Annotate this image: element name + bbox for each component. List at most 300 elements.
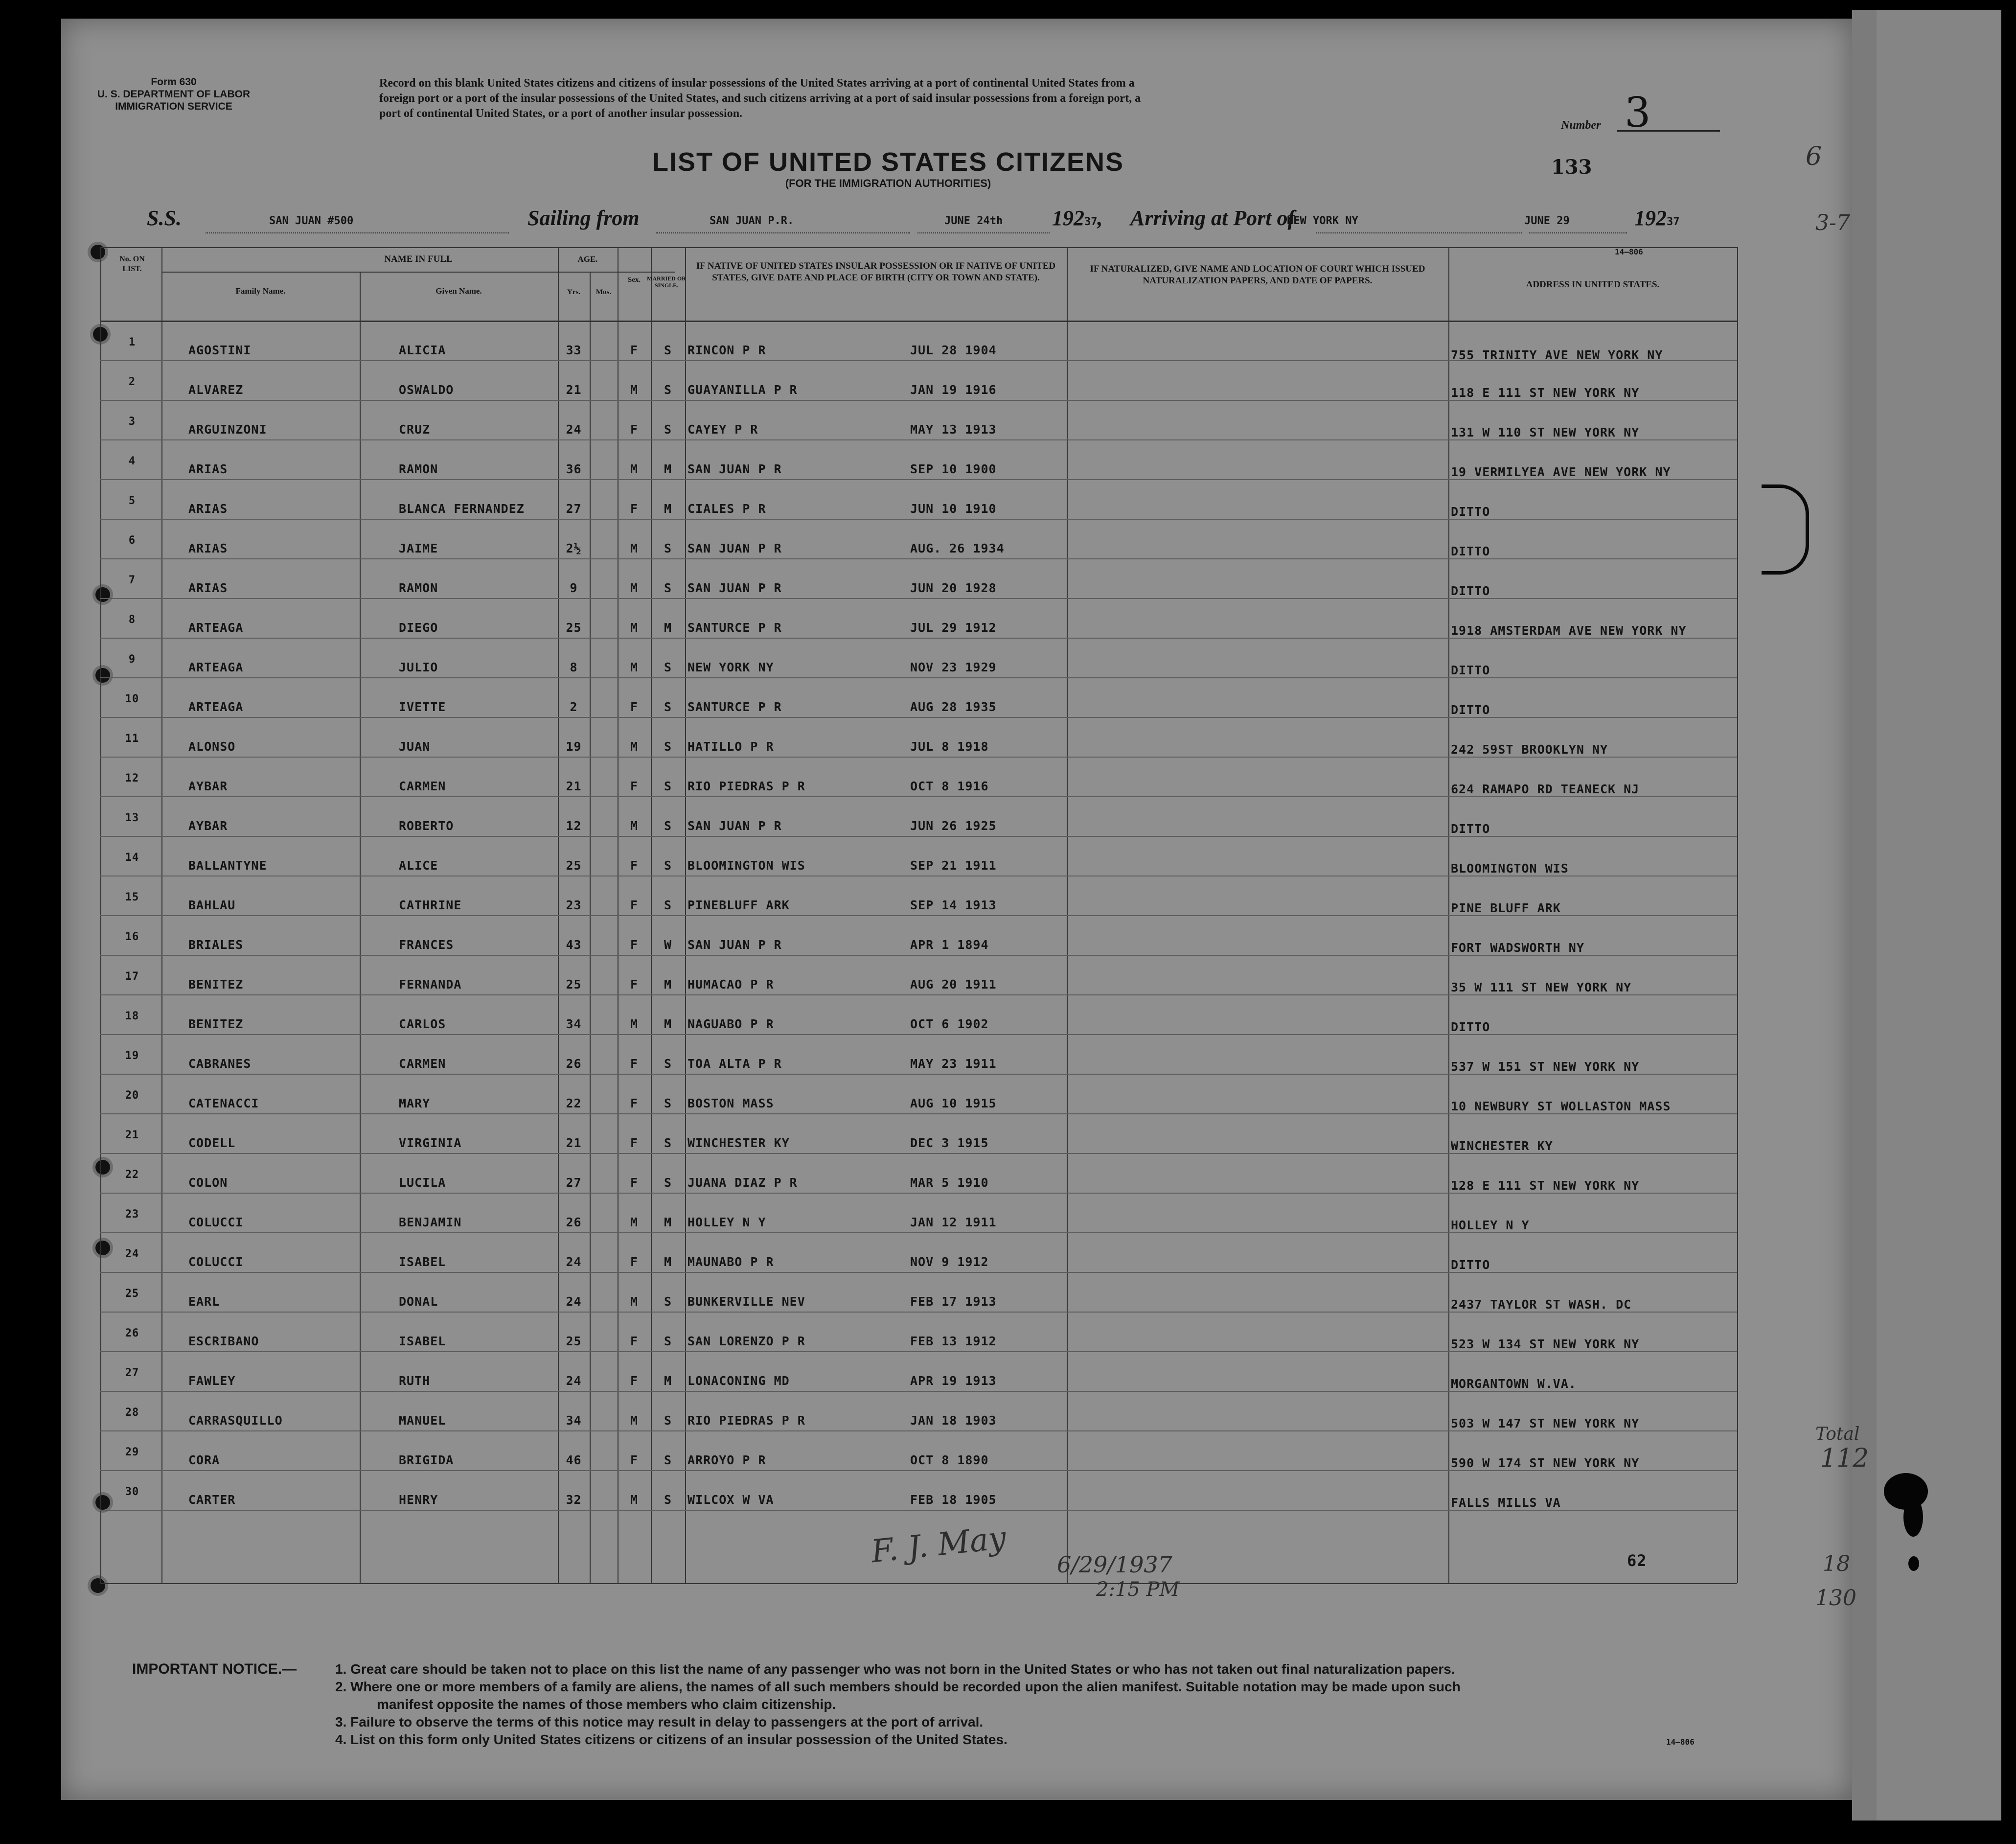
cell-no: 4 — [128, 455, 136, 467]
cell-date: JUN 20 1928 — [910, 581, 997, 595]
port-field — [1287, 213, 1522, 233]
cell-family: ARTEAGA — [188, 660, 244, 674]
cell-age: 27 — [566, 1176, 582, 1190]
row-rule — [100, 836, 1737, 837]
cell-date: SEP 21 1911 — [910, 858, 997, 873]
cell-place: SANTURCE P R — [687, 621, 782, 635]
cell-no: 26 — [125, 1327, 139, 1339]
cell-no: 1 — [128, 336, 136, 348]
cell-place: RINCON P R — [687, 343, 766, 357]
cell-family: BENITEZ — [188, 977, 244, 991]
cell-no: 25 — [125, 1288, 139, 1300]
cell-given: ISABEL — [399, 1334, 446, 1348]
row-rule — [100, 717, 1737, 718]
signature: F. J. May — [869, 1520, 1008, 1570]
cell-ms: S — [664, 1176, 672, 1190]
cell-address: 523 W 134 ST NEW YORK NY — [1451, 1337, 1640, 1351]
col-divider — [360, 272, 361, 1583]
row-rule — [100, 1430, 1737, 1431]
signature-time: 2:15 PM — [1096, 1578, 1180, 1601]
cell-sex: M — [630, 1215, 639, 1229]
cell-given: HENRY — [399, 1493, 438, 1507]
cell-ms: S — [664, 581, 672, 595]
cell-no: 28 — [125, 1406, 139, 1419]
cell-age: 26 — [566, 1215, 582, 1229]
cell-given: RAMON — [399, 581, 438, 595]
ship-name: SAN JUAN #500 — [269, 215, 354, 227]
cell-no: 6 — [128, 534, 136, 547]
margin-note-3: 3-7 — [1815, 210, 1850, 235]
col-header-family: Family Name. — [235, 286, 286, 296]
cell-sex: F — [630, 700, 639, 714]
cell-place: HATILLO P R — [687, 739, 774, 754]
cell-no: 19 — [125, 1050, 139, 1062]
cell-given: JULIO — [399, 660, 438, 674]
ink-blot — [1908, 1556, 1919, 1571]
cell-sex: M — [630, 581, 639, 595]
page-title: LIST OF UNITED STATES CITIZENS — [652, 147, 1124, 177]
cell-address: DITTO — [1451, 505, 1490, 519]
cell-family: ARTEAGA — [188, 700, 244, 714]
cell-ms: S — [664, 541, 672, 555]
cell-no: 3 — [128, 415, 136, 428]
cell-family: EARL — [188, 1294, 220, 1309]
sailing-date: JUNE 24th — [944, 215, 1003, 227]
cell-ms: S — [664, 700, 672, 714]
cell-ms: S — [664, 779, 672, 793]
punch-hole — [91, 1578, 105, 1593]
row-rule — [100, 1272, 1737, 1273]
cell-address: HOLLEY N Y — [1451, 1218, 1530, 1232]
cell-no: 27 — [125, 1367, 139, 1379]
cell-address: 19 VERMILYEA AVE NEW YORK NY — [1451, 465, 1671, 479]
row-rule — [100, 915, 1737, 916]
cell-address: 118 E 111 ST NEW YORK NY — [1451, 386, 1640, 400]
cell-sex: F — [630, 502, 639, 516]
cell-sex: F — [630, 422, 639, 437]
cell-given: CARLOS — [399, 1017, 446, 1031]
cell-family: FAWLEY — [188, 1374, 236, 1388]
cell-address: FALLS MILLS VA — [1451, 1496, 1561, 1510]
row-rule — [100, 1193, 1737, 1194]
cell-family: AYBAR — [188, 779, 228, 793]
cell-given: DIEGO — [399, 621, 438, 635]
cell-ms: S — [664, 739, 672, 754]
cell-given: ALICE — [399, 858, 438, 873]
number-label: Number — [1561, 119, 1601, 132]
cell-given: ALICIA — [399, 343, 446, 357]
cell-address: 624 RAMAPO RD TEANECK NJ — [1451, 782, 1640, 796]
punch-hole — [95, 587, 110, 602]
row-rule — [100, 519, 1737, 520]
cell-sex: F — [630, 1255, 639, 1269]
cell-given: ISABEL — [399, 1255, 446, 1269]
row-rule — [100, 1153, 1737, 1154]
cell-date: OCT 6 1902 — [910, 1017, 989, 1031]
cell-date: FEB 18 1905 — [910, 1493, 997, 1507]
cell-no: 5 — [128, 495, 136, 507]
cell-no: 17 — [125, 970, 139, 983]
cell-family: AGOSTINI — [188, 343, 252, 357]
cell-family: BENITEZ — [188, 1017, 244, 1031]
cell-address: DITTO — [1451, 703, 1490, 717]
cell-place: HOLLEY N Y — [687, 1215, 766, 1229]
cell-given: MANUEL — [399, 1413, 446, 1428]
cell-place: SAN JUAN P R — [687, 938, 782, 952]
col-header-no: No. ON LIST. — [119, 255, 145, 273]
cell-place: BOSTON MASS — [687, 1096, 774, 1110]
cell-place: HUMACAO P R — [687, 977, 774, 991]
cell-date: JUL 8 1918 — [910, 739, 989, 754]
row-rule — [100, 1391, 1737, 1392]
cell-family: ALVAREZ — [188, 383, 244, 397]
cell-ms: S — [664, 660, 672, 674]
cell-place: NAGUABO P R — [687, 1017, 774, 1031]
cell-date: AUG 20 1911 — [910, 977, 997, 991]
cell-place: ARROYO P R — [687, 1453, 766, 1467]
cell-family: CABRANES — [188, 1057, 252, 1071]
col-divider — [1737, 247, 1738, 1583]
cell-age: 24 — [566, 1294, 582, 1309]
cell-place: GUAYANILLA P R — [687, 383, 798, 397]
cell-age: 8 — [570, 660, 578, 674]
cell-date: JAN 19 1916 — [910, 383, 997, 397]
arriving-label: Arriving at Port of — [1130, 206, 1295, 230]
cell-place: RIO PIEDRAS P R — [687, 779, 805, 793]
cell-age: 2 — [570, 700, 578, 714]
cell-date: SEP 10 1900 — [910, 462, 997, 476]
cell-family: ARIAS — [188, 502, 228, 516]
cell-ms: M — [664, 1017, 672, 1031]
cell-sex: M — [630, 1294, 639, 1309]
cell-no: 29 — [125, 1446, 139, 1458]
cell-sex: M — [630, 1493, 639, 1507]
cell-address: DITTO — [1451, 1020, 1490, 1034]
notice-print-code: 14—806 — [1666, 1737, 1695, 1747]
cell-ms: S — [664, 858, 672, 873]
cell-place: CIALES P R — [687, 502, 766, 516]
cell-place: BUNKERVILLE NEV — [687, 1294, 805, 1309]
service-name: IMMIGRATION SERVICE — [115, 101, 232, 112]
cell-no: 24 — [125, 1248, 139, 1260]
form-number: Form 630 — [151, 76, 197, 88]
cell-age: 27 — [566, 502, 582, 516]
col-divider — [590, 272, 591, 1583]
cell-sex: M — [630, 819, 639, 833]
cell-ms: S — [664, 819, 672, 833]
cell-ms: S — [664, 343, 672, 357]
cell-no: 7 — [128, 574, 136, 586]
cell-address: 128 E 111 ST NEW YORK NY — [1451, 1178, 1640, 1193]
cell-family: CARTER — [188, 1493, 236, 1507]
row-rule — [100, 1074, 1737, 1075]
intro-line: port of continental United States, or a port of another insular possession. — [379, 107, 743, 120]
cell-place: SAN LORENZO P R — [687, 1334, 805, 1348]
cell-address: 537 W 151 ST NEW YORK NY — [1451, 1060, 1640, 1074]
cell-address: DITTO — [1451, 1258, 1490, 1272]
cell-ms: S — [664, 383, 672, 397]
cell-no: 9 — [128, 653, 136, 666]
cell-family: ESCRIBANO — [188, 1334, 259, 1348]
cell-family: CATENACCI — [188, 1096, 259, 1110]
cell-family: ALONSO — [188, 739, 236, 754]
cell-place: PINEBLUFF ARK — [687, 898, 790, 912]
margin-note-130: 130 — [1815, 1586, 1856, 1611]
cell-no: 22 — [125, 1169, 139, 1181]
cell-given: BRIGIDA — [399, 1453, 454, 1467]
cell-ms: S — [664, 1493, 672, 1507]
margin-total-value: 112 — [1820, 1444, 1869, 1473]
cell-place: SAN JUAN P R — [687, 541, 782, 555]
cell-no: 30 — [125, 1486, 139, 1498]
cell-sex: F — [630, 898, 639, 912]
cell-age: 46 — [566, 1453, 582, 1467]
intro-line: Record on this blank United States citizens and citizens of insular possessions of the United States arriving at a port of continental United States from a — [379, 77, 1135, 90]
cell-place: WINCHESTER KY — [687, 1136, 790, 1150]
notice-item: 2. Where one or more members of a family are aliens, the names of all such members should be recorded upon the alien manifest. Suitable notation may be made upon such — [335, 1679, 1461, 1694]
cell-no: 13 — [125, 812, 139, 824]
cell-date: APR 19 1913 — [910, 1374, 997, 1388]
cell-family: ARTEAGA — [188, 621, 244, 635]
cell-address: WINCHESTER KY — [1451, 1139, 1553, 1153]
cell-sex: F — [630, 343, 639, 357]
cell-family: ARIAS — [188, 581, 228, 595]
cell-date: MAY 23 1911 — [910, 1057, 997, 1071]
notice-item-continuation: manifest opposite the names of those members who claim citizenship. — [377, 1697, 836, 1712]
cell-sex: F — [630, 1374, 639, 1388]
cell-place: SAN JUAN P R — [687, 462, 782, 476]
cell-sex: M — [630, 462, 639, 476]
row-rule — [100, 558, 1737, 559]
row-rule — [100, 757, 1737, 758]
sailing-year: 19237, — [1052, 206, 1103, 230]
cell-given: BENJAMIN — [399, 1215, 462, 1229]
cell-age: 21 — [566, 779, 582, 793]
row-rule — [100, 598, 1737, 599]
cell-given: DONAL — [399, 1294, 438, 1309]
cell-place: MAUNABO P R — [687, 1255, 774, 1269]
cell-address: 242 59ST BROOKLYN NY — [1451, 742, 1608, 757]
arrival-year: 19237 — [1634, 206, 1680, 230]
cell-address: DITTO — [1451, 544, 1490, 558]
cell-sex: F — [630, 858, 639, 873]
cell-ms: S — [664, 1096, 672, 1110]
cell-given: MARY — [399, 1096, 431, 1110]
cell-given: CRUZ — [399, 422, 431, 437]
cell-no: 23 — [125, 1208, 139, 1221]
cell-no: 21 — [125, 1129, 139, 1141]
cell-address: DITTO — [1451, 584, 1490, 598]
cell-ms: M — [664, 1255, 672, 1269]
cell-family: CODELL — [188, 1136, 236, 1150]
cell-date: NOV 23 1929 — [910, 660, 997, 674]
cell-sex: F — [630, 1176, 639, 1190]
cell-no: 18 — [125, 1010, 139, 1022]
row-rule — [100, 955, 1737, 956]
cell-place: BLOOMINGTON WIS — [687, 858, 805, 873]
cell-place: SAN JUAN P R — [687, 581, 782, 595]
cell-ms: S — [664, 422, 672, 437]
cell-ms: S — [664, 1057, 672, 1071]
cell-ms: M — [664, 462, 672, 476]
cell-place: JUANA DIAZ P R — [687, 1176, 798, 1190]
cell-given: CARMEN — [399, 779, 446, 793]
header-bottom-border — [100, 321, 1737, 322]
row-rule — [100, 1312, 1737, 1313]
list-number-handwritten: 3 — [1625, 89, 1651, 137]
cell-ms: M — [664, 1374, 672, 1388]
cell-sex: F — [630, 1057, 639, 1071]
row-rule — [100, 1034, 1737, 1035]
cell-place: CAYEY P R — [687, 422, 758, 437]
cell-ms: S — [664, 1334, 672, 1348]
cell-address: DITTO — [1451, 663, 1490, 677]
col-header-yrs: Yrs. — [567, 288, 581, 296]
col-header-given: Given Name. — [435, 286, 482, 296]
row-rule — [100, 1351, 1737, 1352]
cell-address: FORT WADSWORTH NY — [1451, 941, 1584, 955]
row-rule — [100, 1470, 1737, 1471]
cell-sex: M — [630, 1413, 639, 1428]
cell-date: DEC 3 1915 — [910, 1136, 989, 1150]
col-header-address: ADDRESS IN UNITED STATES. — [1526, 279, 1660, 290]
cell-date: AUG. 26 1934 — [910, 541, 1005, 555]
cell-ms: W — [664, 938, 672, 952]
sailing-date-field — [917, 213, 1050, 233]
cell-date: JUL 28 1904 — [910, 343, 997, 357]
cell-age: 2½ — [566, 541, 582, 555]
cell-family: COLUCCI — [188, 1255, 244, 1269]
cell-date: APR 1 1894 — [910, 938, 989, 952]
row-rule — [100, 479, 1737, 480]
cell-sex: F — [630, 977, 639, 991]
cell-age: 43 — [566, 938, 582, 952]
cell-age: 21 — [566, 1136, 582, 1150]
cell-sex: M — [630, 541, 639, 555]
cell-date: FEB 13 1912 — [910, 1334, 997, 1348]
cell-family: BALLANTYNE — [188, 858, 267, 873]
cell-age: 12 — [566, 819, 582, 833]
cell-address: 10 NEWBURY ST WOLLASTON MASS — [1451, 1099, 1671, 1113]
cell-address: MORGANTOWN W.VA. — [1451, 1377, 1577, 1391]
cell-date: AUG 28 1935 — [910, 700, 997, 714]
sailing-label: Sailing from — [527, 206, 640, 230]
cell-family: ARIAS — [188, 462, 228, 476]
row-rule — [100, 439, 1737, 440]
cell-family: ARIAS — [188, 541, 228, 555]
intro-line: foreign port or a port of the insular possessions of the United States, and such citizens arriving at a port of said insular possessions from a foreign port, a — [379, 92, 1141, 105]
cell-no: 20 — [125, 1089, 139, 1102]
notice-item: 1. Great care should be taken not to place on this list the name of any passenger who was not born in the United States or who has not taken out final naturalization papers. — [335, 1661, 1455, 1677]
cell-date: AUG 10 1915 — [910, 1096, 997, 1110]
cell-place: SAN JUAN P R — [687, 819, 782, 833]
ss-label: S.S. — [147, 206, 182, 230]
cell-no: 16 — [125, 931, 139, 943]
margin-note-6: 6 — [1806, 142, 1822, 171]
cell-family: CARRASQUILLO — [188, 1413, 283, 1428]
signature-date: 6/29/1937 — [1057, 1551, 1172, 1578]
cell-address: BLOOMINGTON WIS — [1451, 861, 1569, 876]
cell-given: CATHRINE — [399, 898, 462, 912]
cell-age: 19 — [566, 739, 582, 754]
cell-ms: S — [664, 1453, 672, 1467]
cell-sex: F — [630, 779, 639, 793]
cell-age: 24 — [566, 1255, 582, 1269]
cell-place: TOA ALTA P R — [687, 1057, 782, 1071]
cell-sex: M — [630, 1017, 639, 1031]
row-rule — [100, 994, 1737, 995]
cell-no: 11 — [125, 733, 139, 745]
cell-age: 34 — [566, 1413, 582, 1428]
cell-ms: S — [664, 1294, 672, 1309]
sailing-from: SAN JUAN P.R. — [710, 215, 794, 227]
cell-age: 21 — [566, 383, 582, 397]
cell-age: 33 — [566, 343, 582, 357]
cell-age: 32 — [566, 1493, 582, 1507]
cell-date: OCT 8 1916 — [910, 779, 989, 793]
notice-item: 3. Failure to observe the terms of this notice may result in delay to passengers at the port of arrival. — [335, 1714, 984, 1729]
cell-no: 14 — [125, 852, 139, 864]
cell-no: 15 — [125, 891, 139, 903]
row-rule — [100, 400, 1737, 401]
cell-age: 25 — [566, 1334, 582, 1348]
cell-sex: F — [630, 1334, 639, 1348]
underlying-page-edge-2 — [1877, 10, 2001, 1821]
cell-address: 1918 AMSTERDAM AVE NEW YORK NY — [1451, 623, 1687, 638]
cell-date: SEP 14 1913 — [910, 898, 997, 912]
cell-sex: M — [630, 660, 639, 674]
cell-date: FEB 17 1913 — [910, 1294, 997, 1309]
arrival-date: JUNE 29 — [1524, 215, 1570, 227]
cell-date: JUL 29 1912 — [910, 621, 997, 635]
cell-date: JAN 12 1911 — [910, 1215, 997, 1229]
cell-ms: M — [664, 977, 672, 991]
row-rule — [100, 1510, 1737, 1511]
cell-age: 22 — [566, 1096, 582, 1110]
col-header-married: MARRIED OR SINGLE. — [647, 275, 686, 289]
subheader-divider — [558, 272, 617, 273]
arrival-port: NEW YORK NY — [1287, 215, 1358, 227]
cell-given: VIRGINIA — [399, 1136, 462, 1150]
cell-given: LUCILA — [399, 1176, 446, 1190]
cell-age: 9 — [570, 581, 578, 595]
cell-family: BRIALES — [188, 938, 244, 952]
punch-hole — [95, 1495, 110, 1510]
punch-hole — [95, 1160, 110, 1175]
cell-address: 131 W 110 ST NEW YORK NY — [1451, 425, 1640, 439]
cell-family: ARGUINZONI — [188, 422, 267, 437]
row-rule — [100, 1232, 1737, 1233]
notice-item: 4. List on this form only United States citizens or citizens of an insular possession of the United States. — [335, 1732, 1008, 1747]
ship-name-field — [206, 213, 509, 233]
form-identifier — [59, 76, 289, 113]
cell-date: JAN 18 1903 — [910, 1413, 997, 1428]
cell-family: BAHLAU — [188, 898, 236, 912]
cell-date: JUN 10 1910 — [910, 502, 997, 516]
cell-ms: M — [664, 502, 672, 516]
cell-date: JUN 26 1925 — [910, 819, 997, 833]
cell-given: ROBERTO — [399, 819, 454, 833]
cell-address: DITTO — [1451, 822, 1490, 836]
cell-date: NOV 9 1912 — [910, 1255, 989, 1269]
cell-age: 34 — [566, 1017, 582, 1031]
cell-sex: M — [630, 383, 639, 397]
cell-given: RAMON — [399, 462, 438, 476]
cell-no: 12 — [125, 772, 139, 784]
cell-sex: F — [630, 1096, 639, 1110]
cell-date: MAR 5 1910 — [910, 1176, 989, 1190]
notice-label: IMPORTANT NOTICE.— — [132, 1661, 297, 1677]
